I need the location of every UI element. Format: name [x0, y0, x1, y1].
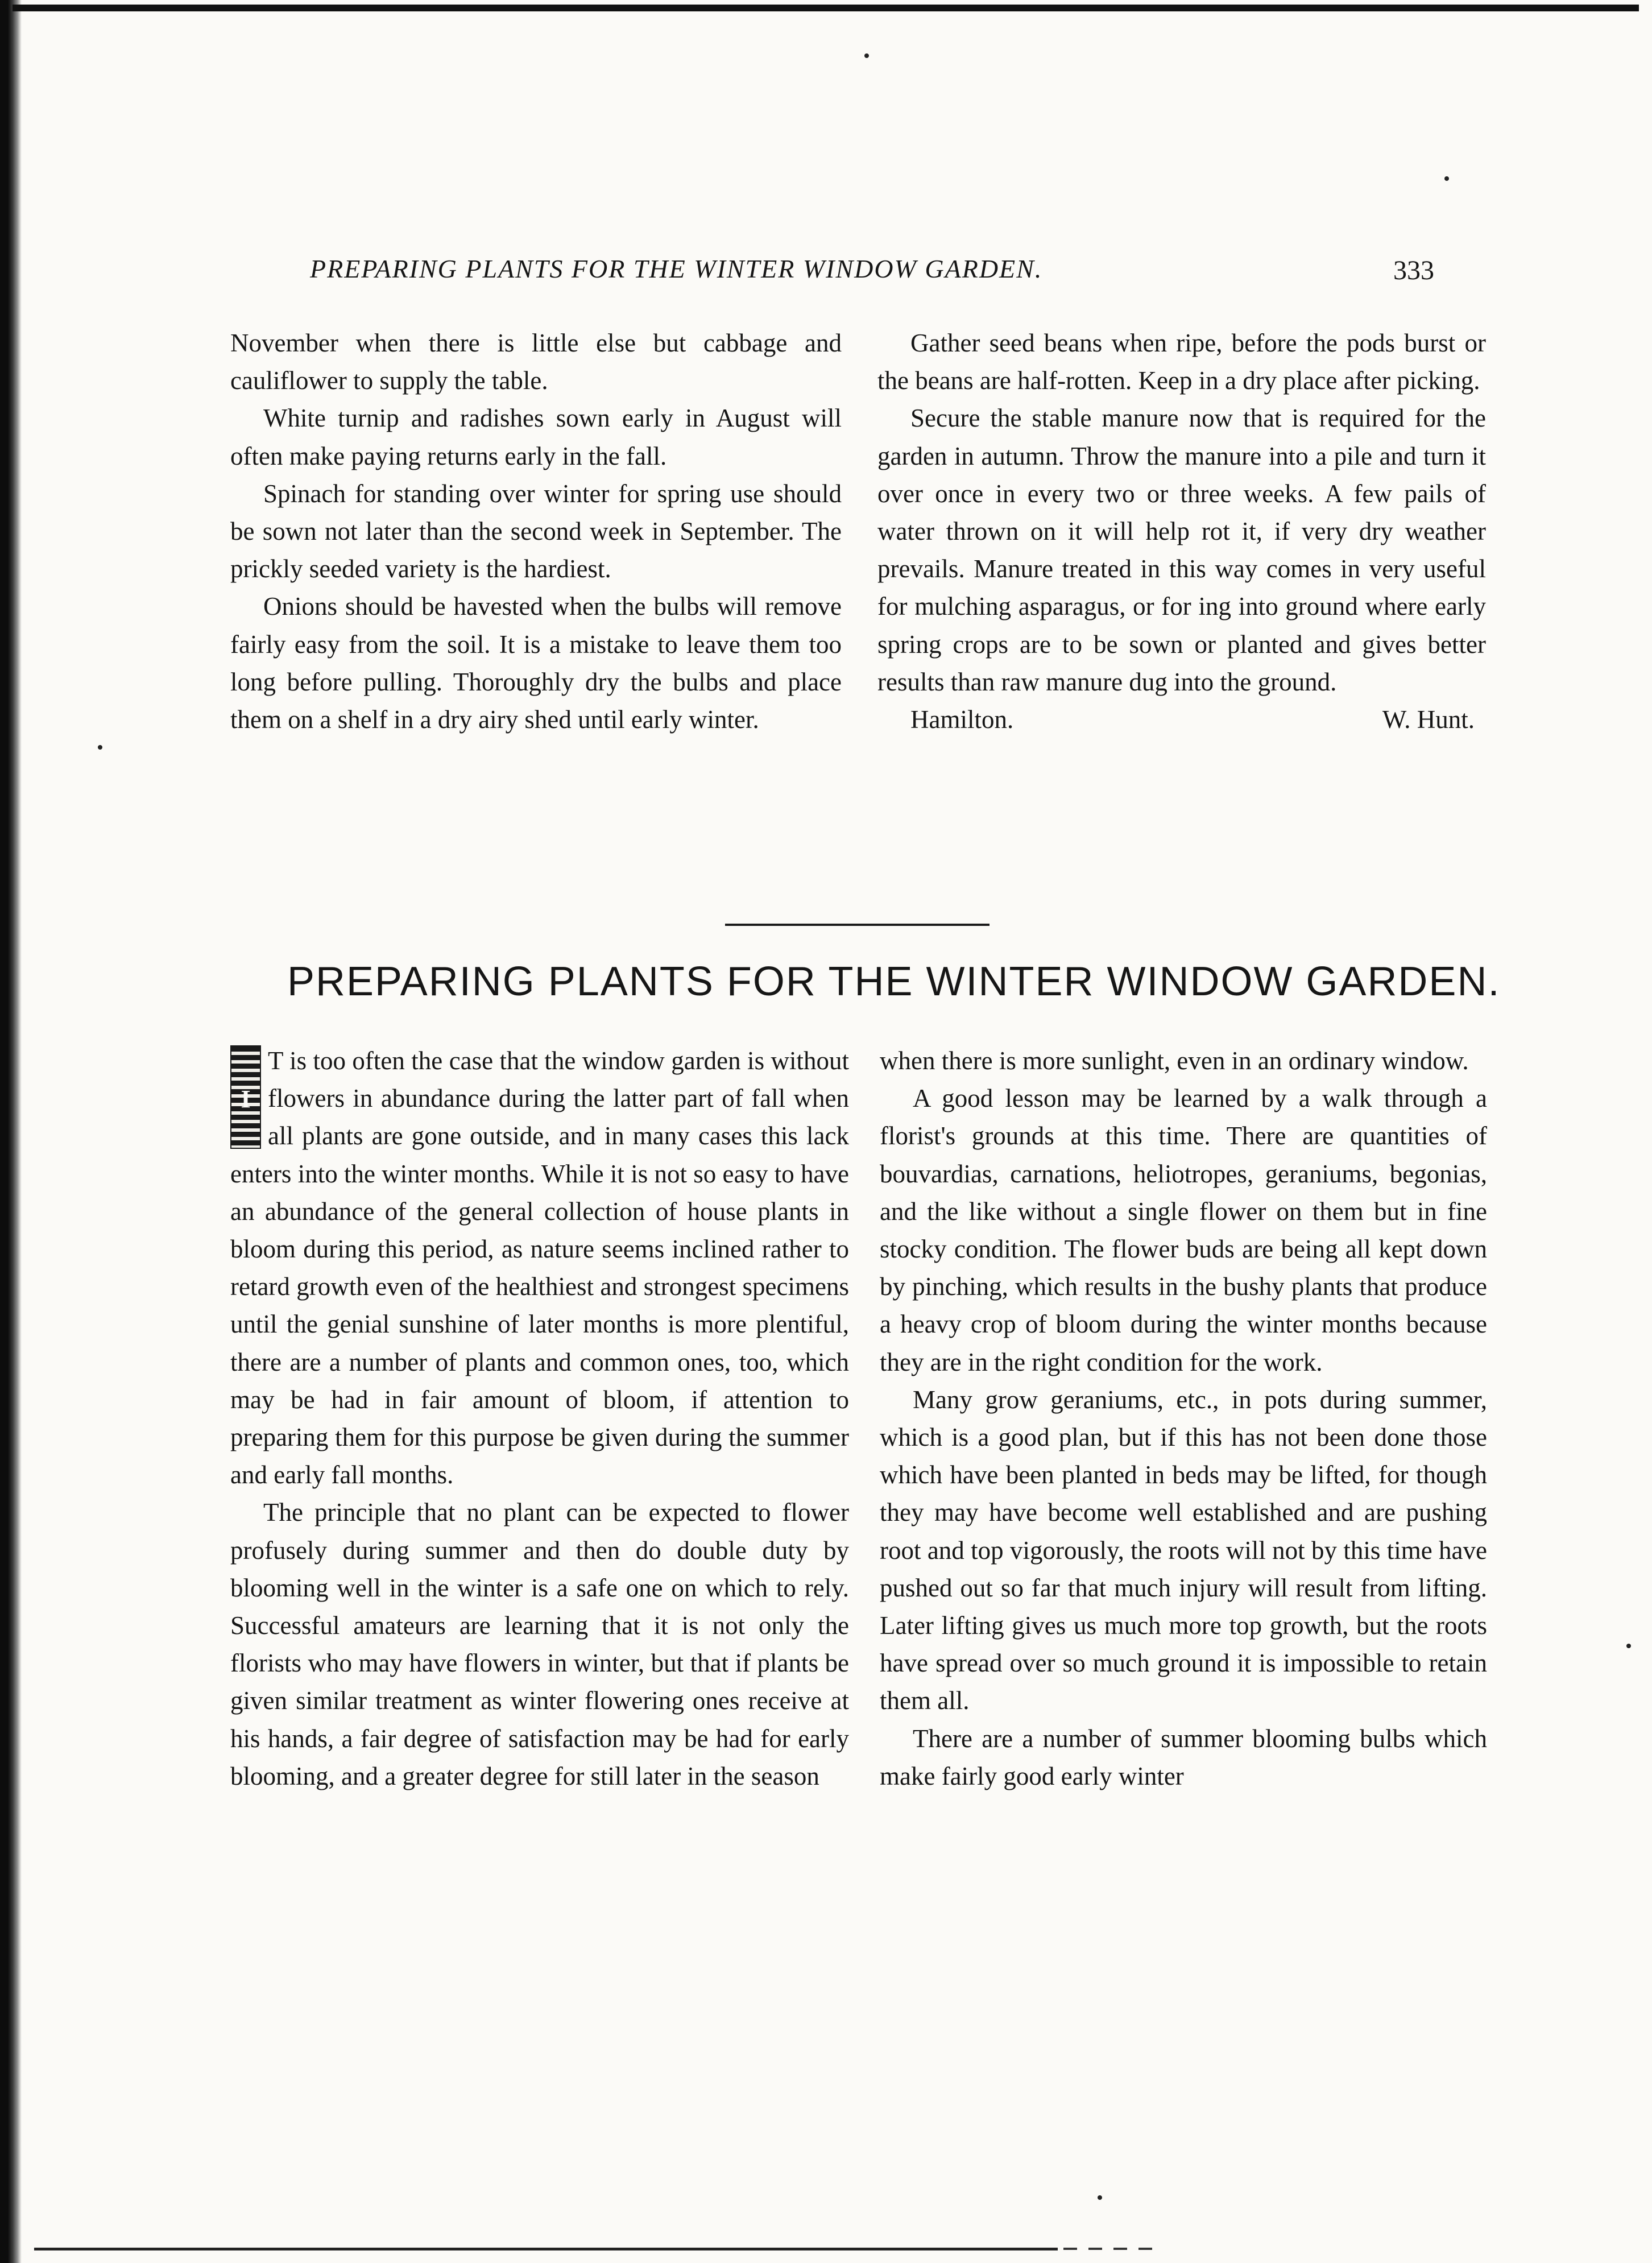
section-divider — [725, 924, 989, 926]
signature-place: Hamilton. — [910, 705, 1014, 734]
signature — [877, 701, 1486, 738]
paragraph: There are a number of summer blooming bulbs which make fairly good early winter — [880, 1724, 1487, 1790]
print-speck — [98, 745, 102, 750]
first-word-rest: T — [268, 1046, 283, 1075]
paragraph: Onions should be havested when the bulbs will remove fairly easy from the soil. It is a mistake to leave them too long before pulling. Thoroughly dry the bulbs and place them on a shelf in a dry airy shed until early winter. — [230, 592, 842, 734]
drop-cap-ornament — [230, 1045, 261, 1149]
drop-cap-letter: I — [241, 1085, 251, 1113]
print-speck — [864, 53, 869, 58]
print-speck — [1626, 1644, 1631, 1648]
signature-author: W. Hunt. — [1382, 705, 1475, 734]
opening-paragraph — [230, 1042, 849, 1494]
paragraph: A good lesson may be learned by a walk through a florist's grounds at this time. There are quantities of bouvardias, carnations, heliotropes, geraniums, begonias, and the like without a single flower on them but in fine stocky condition. The flower buds are being all kept down by pinching, which results in the bushy plants that produce a heavy crop of bloom during the winter months because they are in the right condition for the work. — [880, 1084, 1487, 1376]
bottom-dash-rule — [1063, 2248, 1154, 2250]
top-right-column — [877, 324, 1486, 738]
paragraph: Spinach for standing over winter for spring use should be sown not later than the second week in September. The prickly seeded variety is the hardiest. — [230, 479, 842, 584]
paragraph: when there is more sunlight, even in an ordinary window. — [880, 1046, 1469, 1075]
print-speck — [1444, 176, 1449, 181]
paragraph: Many grow geraniums, etc., in pots during summer, which is a good plan, but if this has not been done those which have been planted in beds may be lifted, for though they may have become well established and are pushing root and top vigorously, the roots will not by this time have pushed out so far that much injury will result from lifting. Later lifting gives us much more top growth, but the roots have spread over so much ground it is impossible to retain them all. — [880, 1385, 1487, 1715]
page-number: 333 — [1393, 255, 1434, 286]
print-speck — [1098, 2195, 1102, 2200]
paragraph: Secure the stable manure now that is required for the garden in autumn. Throw the manure into a pile and turn it over once in every two or three weeks. A few pails of water thrown on it will help rot it, if very dry weather prevails. Manure treated in this way comes in very useful for mulching asparagus, or for ing into ground where early spring crops are to be sown or planted and gives better results than raw manure dug into the ground. — [877, 404, 1486, 696]
paragraph: The principle that no plant can be expected to flower profusely during summer and then do double duty by blooming well in the winter is a safe one on which to rely. Successful amateurs are learning that it is not only the florists who may have flowers in winter, but that if plants be given similar treatment as winter flowering ones receive at his hands, a fair degree of satisfaction may be had for early blooming, and a greater degree for still later in the season — [230, 1498, 849, 1790]
bottom-border-rule — [34, 2248, 1058, 2250]
paragraph: White turnip and radishes sown early in August will often make paying returns early in the fall. — [230, 404, 842, 470]
paragraph: Gather seed beans when ripe, before the pods burst or the beans are half-rotten. Keep in a dry place after picking. — [877, 329, 1486, 395]
opening-text: is too often the case that the window garden is without flowers in abundance during the latter part of fall when all plants are gone outside, and in many cases this lack enters into the winter months. While it is not so easy to have an abundance of the general collection of house plants in bloom during this period, as nature seems inclined rather to retard growth even of the healthiest and strongest specimens until the genial sunshine of later months is more plentiful, there are a number of plants and common ones, too, which may be had in fair amount of bloom, if attention to preparing them for this purpose be given during the summer and early fall months. — [230, 1046, 849, 1490]
article-title: PREPARING PLANTS FOR THE WINTER WINDOW GARDEN. — [287, 959, 1501, 1004]
article-right-column — [880, 1042, 1487, 1795]
paragraph: November when there is little else but cabbage and cauliflower to supply the table. — [230, 329, 842, 395]
running-head-title: PREPARING PLANTS FOR THE WINTER WINDOW GARDEN. — [310, 254, 1043, 283]
top-border-rule — [13, 5, 1639, 11]
article-left-column — [230, 1042, 849, 1795]
book-spine-shadow — [0, 0, 22, 2263]
top-left-column — [230, 324, 842, 738]
